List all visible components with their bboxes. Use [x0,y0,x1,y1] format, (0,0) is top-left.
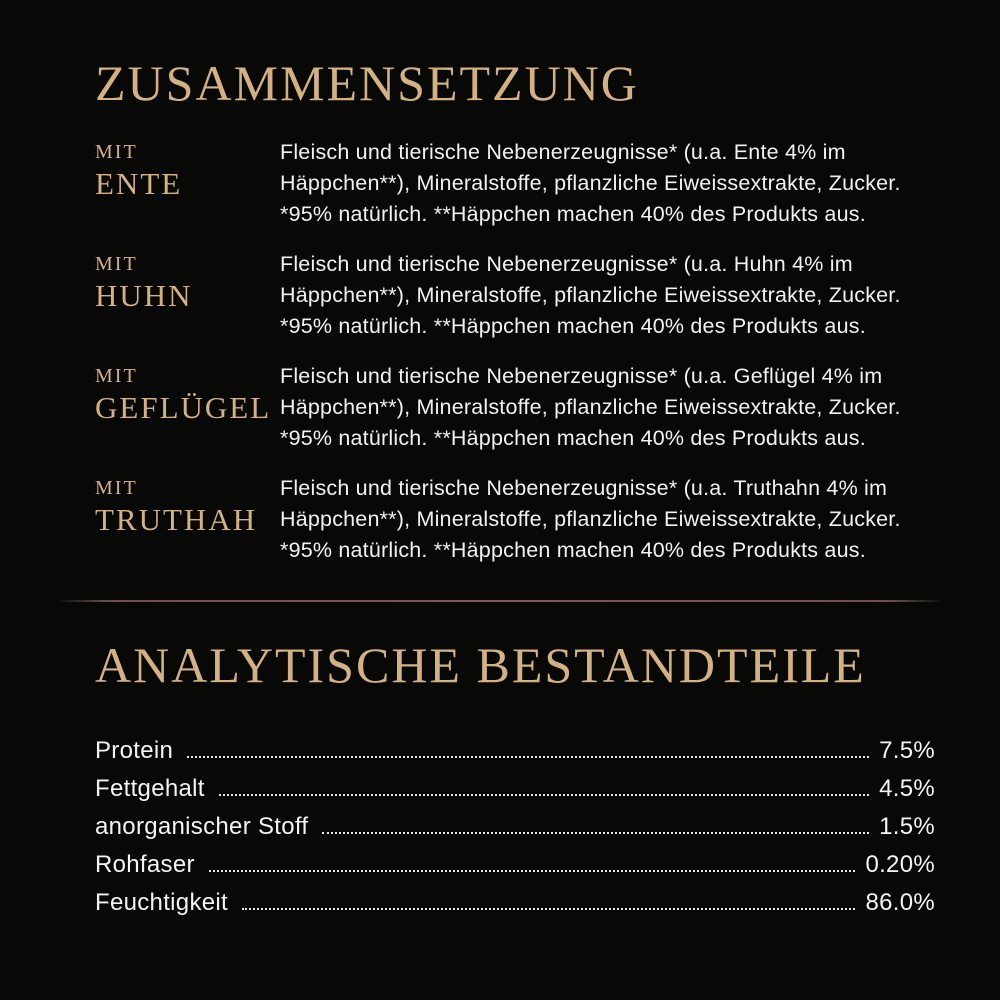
analysis-value: 4.5% [879,775,935,802]
section-prefix: MIT [95,253,138,275]
analysis-label: anorganischer Stoff [95,813,309,840]
analysis-row [95,727,935,765]
dot-leader [209,870,856,872]
section-name: GEFLÜGEL [95,390,272,425]
composition-sections [95,137,935,566]
section-ingredients-text [280,249,935,342]
ingredients-line: Fleisch und tierische Nebenerzeugnisse* (u.a. Ente 4% im [280,140,846,164]
dot-leader [219,794,869,796]
composition-title: ZUSAMMENSETZUNG [95,55,639,111]
ingredients-line: *95% natürlich. **Häppchen machen 40% des Produkts aus. [280,426,866,450]
section-ingredients-text [280,137,935,230]
analysis-table [95,727,935,917]
analysis-row [95,841,935,879]
analysis-label: Protein [95,737,174,764]
analysis-value: 0.20% [865,851,935,878]
analysis-label: Fettgehalt [95,775,205,802]
section-divider [55,600,945,602]
ingredients-line: *95% natürlich. **Häppchen machen 40% des Produkts aus. [280,538,866,562]
section-heading [95,249,280,342]
analysis-label: Rohfaser [95,851,195,878]
ingredients-line: Häppchen**), Mineralstoffe, pflanzliche Eiweissextrakte, Zucker. [280,507,901,531]
section-heading [95,473,280,566]
ingredients-line: Fleisch und tierische Nebenerzeugnisse* (u.a. Huhn 4% im [280,252,853,276]
analysis-row [95,765,935,803]
analysis-title: ANALYTISCHE BESTANDTEILE [95,637,866,693]
section-prefix: MIT [95,477,138,499]
section-name: HUHN [95,278,193,313]
analysis-value: 7.5% [879,737,935,764]
section-name: TRUTHAH [95,502,258,537]
composition-section [95,249,935,342]
section-heading [95,361,280,454]
ingredients-line: Häppchen**), Mineralstoffe, pflanzliche Eiweissextrakte, Zucker. [280,395,901,419]
ingredients-line: Fleisch und tierische Nebenerzeugnisse* (u.a. Truthahn 4% im [280,476,888,500]
section-prefix: MIT [95,365,138,387]
section-ingredients-text [280,361,935,454]
section-ingredients-text [280,473,935,566]
dot-leader [187,756,869,758]
ingredients-line: Häppchen**), Mineralstoffe, pflanzliche Eiweissextrakte, Zucker. [280,171,901,195]
ingredients-line: *95% natürlich. **Häppchen machen 40% des Produkts aus. [280,314,866,338]
composition-section [95,473,935,566]
dot-leader [322,832,869,834]
section-prefix: MIT [95,141,138,163]
section-name: ENTE [95,166,183,201]
analysis-label: Feuchtigkeit [95,889,228,916]
composition-section [95,361,935,454]
composition-section [95,137,935,230]
analysis-row [95,803,935,841]
section-heading [95,137,280,230]
analysis-value: 86.0% [865,889,935,916]
analysis-row [95,879,935,917]
ingredients-line: Fleisch und tierische Nebenerzeugnisse* (u.a. Geflügel 4% im [280,364,883,388]
ingredients-line: *95% natürlich. **Häppchen machen 40% des Produkts aus. [280,202,866,226]
analysis-value: 1.5% [879,813,935,840]
dot-leader [242,908,855,910]
ingredients-line: Häppchen**), Mineralstoffe, pflanzliche Eiweissextrakte, Zucker. [280,283,901,307]
